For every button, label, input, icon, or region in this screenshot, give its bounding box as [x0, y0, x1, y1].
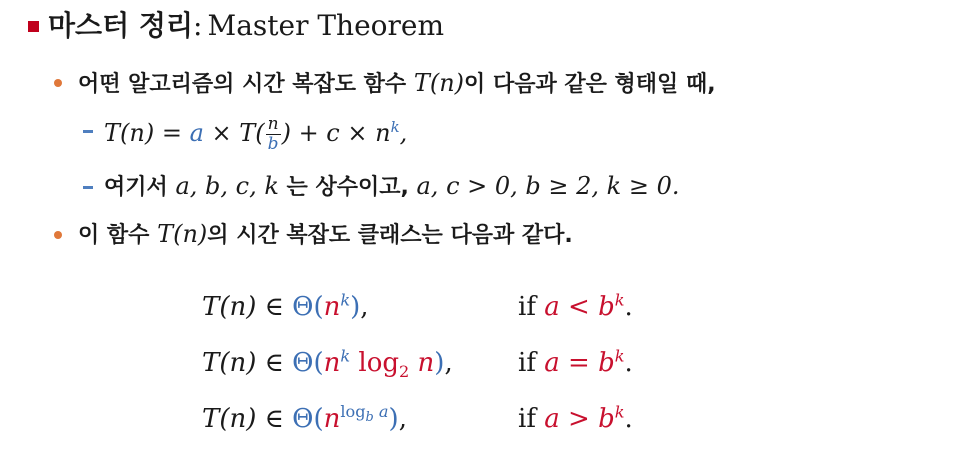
- heading-square-bullet: [28, 21, 39, 32]
- case-1-b-exponent: k: [614, 290, 625, 310]
- case-1-close: ): [350, 292, 361, 322]
- case-2-a: a: [544, 348, 560, 378]
- case-2-log-base: 2: [399, 362, 410, 382]
- constants-prefix: 여기서: [104, 175, 168, 200]
- bullet-2-text: 이 함수: [78, 223, 150, 248]
- case-2-lhs: T(n) ∈: [202, 348, 293, 378]
- case-2-close: ): [434, 348, 445, 378]
- title-colon: :: [193, 9, 203, 42]
- case-1-a: a: [544, 292, 560, 322]
- case-3-b-exponent: k: [614, 402, 625, 422]
- fraction-numerator: n: [267, 114, 279, 134]
- case-3-equation: [202, 402, 407, 434]
- fraction-denominator: b: [267, 134, 279, 154]
- case-1-exponent: k: [340, 290, 351, 310]
- case-3-comma: ,: [398, 404, 407, 434]
- bullet-dot-2: [54, 231, 62, 239]
- case-3-condition: [518, 402, 633, 434]
- case-1-relation: <: [568, 292, 590, 322]
- case-3-n: n: [323, 404, 341, 434]
- fraction-n-over-b: [266, 116, 281, 153]
- case-1-theta: Θ(: [292, 292, 324, 322]
- case-2-comma: ,: [444, 348, 453, 378]
- case-3-a: a: [544, 404, 560, 434]
- constants-line: [104, 174, 679, 199]
- bullet-1-func: T(n): [413, 69, 465, 97]
- recurrence-a: a: [189, 119, 204, 147]
- bullet-1: [78, 71, 716, 96]
- case-1-condition: [518, 290, 633, 322]
- case-1-n: n: [323, 292, 341, 322]
- case-3-exp-arg: a: [373, 402, 389, 422]
- case-2-if: if: [518, 348, 536, 378]
- constants-vars: a, b, c, k: [175, 172, 279, 200]
- case-3-b: b: [598, 404, 615, 434]
- case-3-relation: >: [568, 404, 590, 434]
- dash-bullet-2: [83, 186, 93, 189]
- case-3-if: if: [518, 404, 536, 434]
- bullet-1-tail: 이 다음과 같은 형태일 때,: [464, 72, 716, 97]
- case-2-period: .: [624, 348, 633, 378]
- case-2-n: n: [323, 348, 341, 378]
- case-3-period: .: [624, 404, 633, 434]
- case-3-theta: Θ(: [292, 404, 324, 434]
- case-2-log-arg: n: [409, 348, 435, 378]
- constants-conditions: a, c > 0, b ≥ 2, k ≥ 0.: [416, 172, 680, 200]
- recurrence-end: ,: [399, 119, 408, 147]
- recurrence-formula: [104, 116, 407, 153]
- case-2-exponent: k: [340, 346, 351, 366]
- constants-mid: 는 상수이고,: [286, 175, 409, 200]
- case-1-comma: ,: [360, 292, 369, 322]
- case-2-theta: Θ(: [292, 348, 324, 378]
- page-title: [48, 9, 445, 42]
- recurrence-rhs: ) + c × n: [281, 119, 391, 147]
- title-english: Master Theorem: [207, 9, 445, 42]
- case-3-exp-base: b: [365, 410, 374, 426]
- case-2-equation: [202, 346, 453, 382]
- recurrence-lhs: T(n) =: [104, 119, 190, 147]
- case-2-b: b: [598, 348, 615, 378]
- case-1-b: b: [598, 292, 615, 322]
- bullet-2-tail: 의 시간 복잡도 클래스는 다음과 같다.: [207, 223, 573, 248]
- bullet-2-func: T(n): [157, 220, 208, 248]
- recurrence-times: × T(: [203, 119, 265, 147]
- case-1-if: if: [518, 292, 536, 322]
- case-3-exp-log: log: [340, 402, 366, 422]
- case-3-lhs: T(n) ∈: [202, 404, 293, 434]
- case-2-b-exponent: k: [614, 346, 625, 366]
- dash-bullet-1: [83, 130, 93, 133]
- case-1-lhs: T(n) ∈: [202, 292, 293, 322]
- case-2-relation: =: [568, 348, 590, 378]
- bullet-dot-1: [54, 79, 62, 87]
- recurrence-exponent: k: [390, 118, 400, 136]
- case-2-log: log: [350, 348, 400, 378]
- case-1-equation: [202, 290, 369, 322]
- case-3-exponent: [340, 402, 389, 426]
- case-1-period: .: [624, 292, 633, 322]
- bullet-2: [78, 222, 573, 247]
- title-korean: 마스터 정리: [48, 9, 193, 42]
- case-2-condition: [518, 346, 633, 378]
- bullet-1-text: 어떤 알고리즘의 시간 복잡도 함수: [78, 72, 407, 97]
- case-3-close: ): [388, 404, 399, 434]
